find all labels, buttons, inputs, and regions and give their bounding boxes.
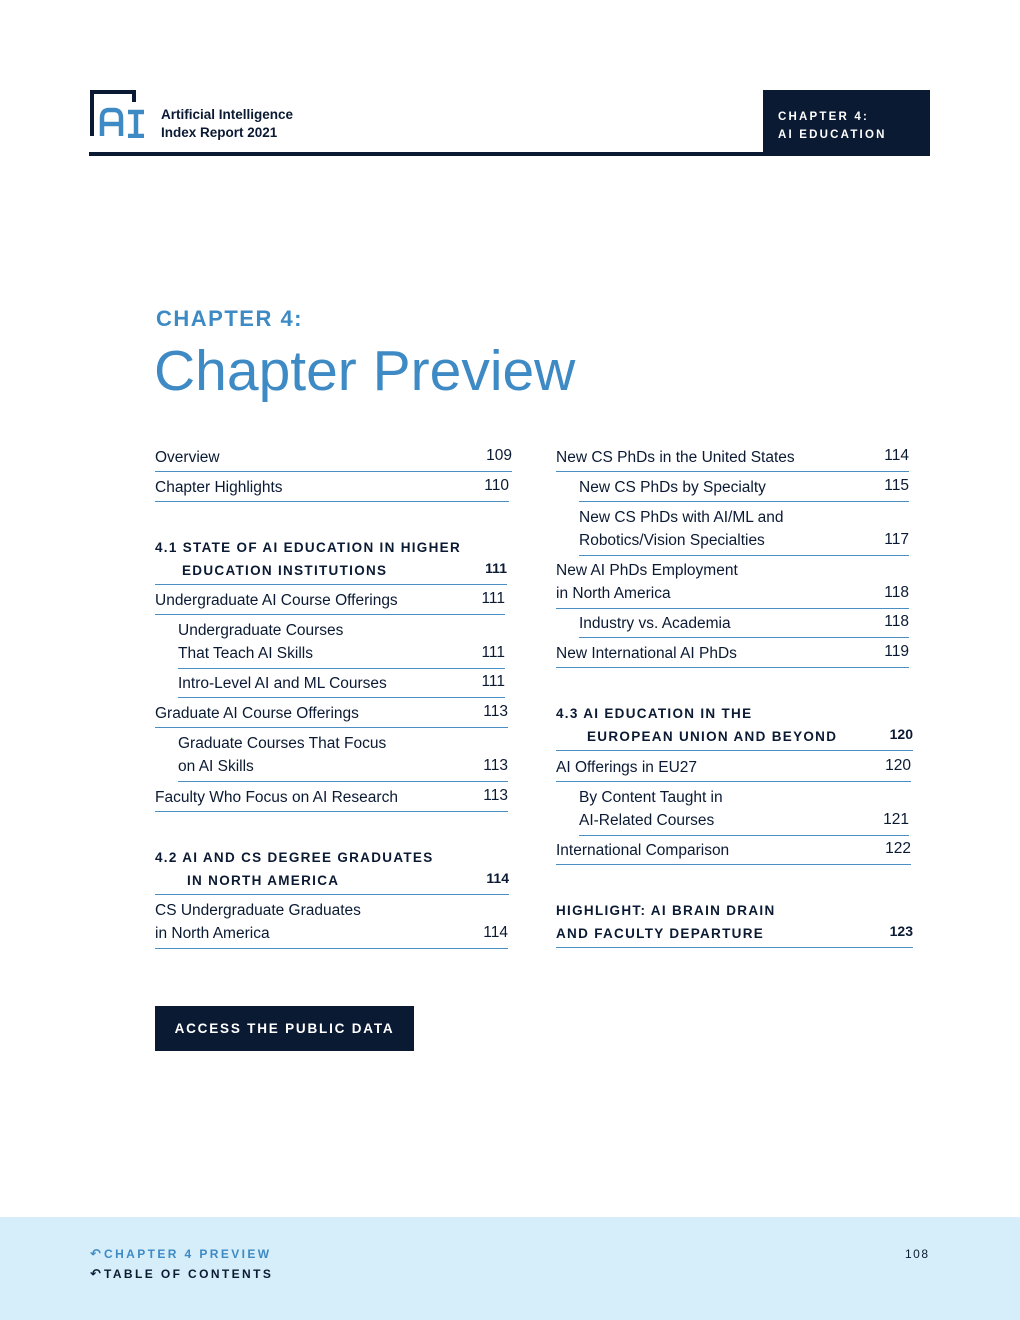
chapter-label[interactable]: CHAPTER 4: AI EDUCATION (763, 90, 930, 156)
toc-item-new-cs-phds[interactable]: New CS PhDs in the United States 114 (556, 446, 909, 472)
toc-item-international-phds[interactable]: New International AI PhDs 119 (556, 642, 909, 668)
toc-item-aiml-robotics[interactable]: New CS PhDs with AI/ML and Robotics/Vision Specialties 117 (579, 506, 909, 556)
toc-item-faculty-ai-research[interactable]: Faculty Who Focus on AI Research 113 (155, 786, 508, 812)
toc-item-grad-ai-skills[interactable]: Graduate Courses That Focus on AI Skills 113 (178, 732, 508, 782)
toc-item-intro-level-courses[interactable]: Intro-Level AI and ML Courses 111 (178, 672, 505, 698)
toc-item-cs-undergrad-graduates[interactable]: CS Undergraduate Graduates in North America 114 (155, 899, 508, 949)
return-arrow-icon: ↶ (90, 1246, 101, 1261)
chapter-kicker: CHAPTER 4: (156, 306, 304, 331)
toc-item-phd-employment[interactable]: New AI PhDs Employment in North America 118 (556, 559, 909, 609)
table-of-contents-link[interactable]: ↶ TABLE OF CONTENTS (90, 1266, 274, 1281)
toc-item-undergrad-ai-skills[interactable]: Undergraduate Courses That Teach AI Skills 111 (178, 619, 505, 669)
header-divider (89, 152, 930, 156)
toc-item-industry-vs-academia[interactable]: Industry vs. Academia 118 (579, 612, 909, 638)
access-public-data-button[interactable]: ACCESS THE PUBLIC DATA (155, 1006, 414, 1051)
page-title: Chapter Preview (154, 339, 576, 403)
toc-item-international-comparison[interactable]: International Comparison 122 (556, 839, 911, 865)
page-number: 108 (905, 1247, 930, 1261)
toc-section-highlight[interactable]: HIGHLIGHT: AI BRAIN DRAIN AND FACULTY DEPARTURE 123 (556, 899, 913, 948)
toc-item-grad-offerings[interactable]: Graduate AI Course Offerings 113 (155, 702, 508, 728)
toc-section-4-1[interactable]: 4.1 STATE OF AI EDUCATION IN HIGHER EDUCATION INSTITUTIONS 111 (155, 536, 507, 585)
report-title: Artificial Intelligence Index Report 2021 (161, 107, 294, 140)
return-arrow-icon: ↶ (90, 1266, 101, 1281)
chapter-preview-link[interactable]: ↶ CHAPTER 4 PREVIEW (90, 1246, 272, 1261)
toc-item-chapter-highlights[interactable]: Chapter Highlights 110 (155, 476, 509, 502)
toc-section-4-3[interactable]: 4.3 AI EDUCATION IN THE EUROPEAN UNION AND BEYOND 120 (556, 702, 913, 751)
toc-section-4-2[interactable]: 4.2 AI AND CS DEGREE GRADUATES IN NORTH AMERICA 114 (155, 846, 509, 895)
toc-item-phds-by-specialty[interactable]: New CS PhDs by Specialty 115 (579, 476, 909, 502)
toc-item-content-taught[interactable]: By Content Taught in AI-Related Courses 121 (579, 786, 909, 836)
toc-item-eu27-offerings[interactable]: AI Offerings in EU27 120 (556, 756, 911, 782)
toc-item-undergrad-offerings[interactable]: Undergraduate AI Course Offerings 111 (155, 589, 505, 615)
toc-item-overview[interactable]: Overview 109 (155, 446, 512, 472)
ai-index-logo-icon (90, 90, 148, 138)
